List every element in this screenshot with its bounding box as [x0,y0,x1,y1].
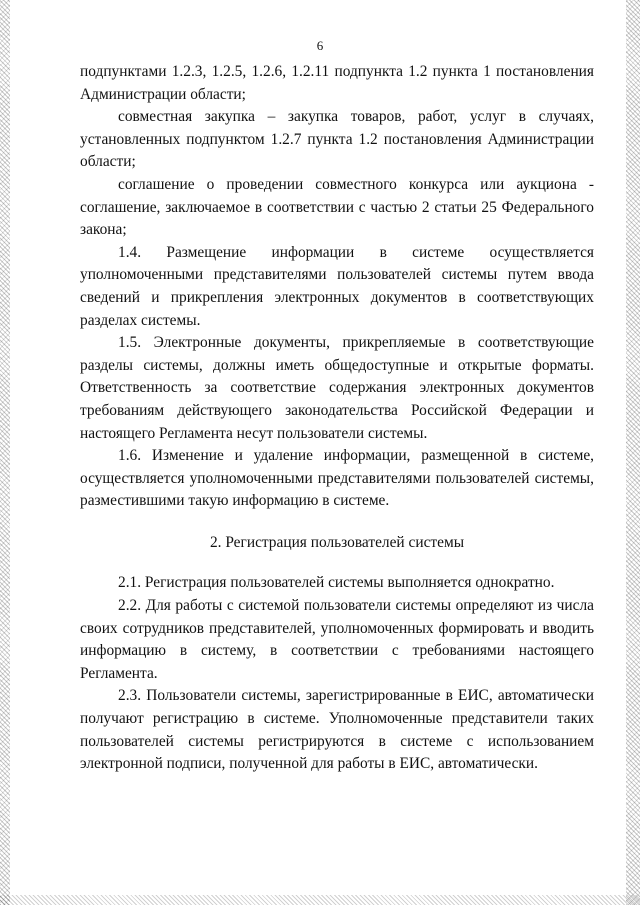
paragraph-1-6: 1.6. Изменение и удаление информации, размещенной в системе, осуществляется уполномоченными представителями пользователей системы, разместившими такую информацию в системе. [80,447,594,510]
paragraph-2-1: 2.1. Регистрация пользователей системы выполняется однократно. [118,574,555,592]
paragraph-1-4: 1.4. Размещение информации в системе осуществляется уполномоченными представителями пользователей системы путем ввода сведений и прикрепления электронных документов в соответствующих разделах системы. [80,243,594,329]
paragraph-1-5: 1.5. Электронные документы, прикрепляемые в соответствующие разделы системы, должны иметь общедоступные и открытые форматы. Ответственность за соответствие содержания электронных документов требованиям действующего законодательства Российской Федерации и настоящего Регламента несут пользователи системы. [80,334,594,442]
paragraph-definition-joint-purchase: совместная закупка – закупка товаров, работ, услуг в случаях, установленных подпунктом 1.2.7 пункта 1.2 постановления Администрации области; [80,108,594,171]
section-heading: 2. Регистрация пользователей системы [209,533,465,551]
paragraph-definition-agreement: соглашение о проведении совместного конкурса или аукциона - соглашение, заключаемое в соответствии с частью 2 статьи 25 Федерального закона; [80,175,594,239]
page-number: 6 [316,38,324,53]
paragraph-continuation: подпунктами 1.2.3, 1.2.5, 1.2.6, 1.2.11 подпункта 1.2 пункта 1 постановления Администрации области; [80,63,594,103]
paragraph-2-2: 2.2. Для работы с системой пользователи системы определяют из числа своих сотрудников представителей, уполномоченных формировать и вводить информацию в систему, в соответствии с требованиями настоящего Регламента. [80,597,594,682]
document-body [80,61,594,776]
paragraph-2-3: 2.3. Пользователи системы, зарегистрированные в ЕИС, автоматически получают регистрацию в системе. Уполномоченные представители таких пользователей системы регистрируются в системе с использованием электронной подписи, полученной для работы в ЕИС, автоматически. [80,687,594,773]
